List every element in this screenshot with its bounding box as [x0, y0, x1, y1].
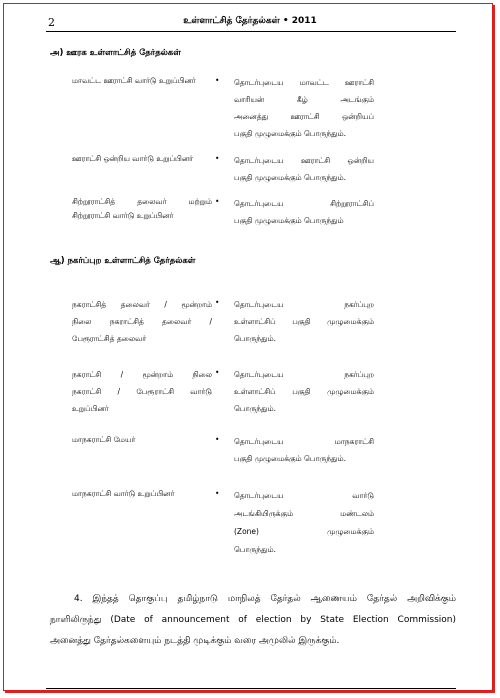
bullet: • [215, 154, 220, 163]
section-a-heading: அ) ஊரக உள்ளாட்சித் தேர்தல்கள் [50, 48, 181, 58]
row-right-text: தொடர்புடைய மாநகராட்சி பகுதி முழுமைக்கும் பொருந்தும். [234, 437, 374, 463]
section-b-heading: ஆ) நகர்ப்புற உள்ளாட்சித் தேர்தல்கள் [50, 256, 196, 266]
row-right-text: தொடர்புடைய நகர்ப்புற உள்ளாட்சிப் பகுதி முழுமைக்கும் பொருந்தும். [234, 300, 374, 343]
row-left-text: நகராட்சி / மூன்றாம் நிலை நகராட்சி / பேரூராட்சி வார்டு உறுப்பினர் [72, 370, 212, 413]
row-right-text: தொடர்புடைய ஊராட்சி ஒன்றிய பகுதி முழுமைக்கும் பொருந்தும். [234, 156, 374, 182]
bullet: • [215, 76, 220, 85]
paragraph-line-3: அனைத்து தேர்தல்களையும் நடத்தி முடிக்கும் வரை அமுலில் இருக்கும். [50, 636, 340, 646]
row-left-text: சிற்றூராட்சித் தலைவர் மற்றும் சிற்றூராட்சி வார்டு உறுப்பினர் [72, 197, 212, 220]
row-left-text: மாநகராட்சி வார்டு உறுப்பினர் [72, 489, 175, 498]
note-paragraph [50, 589, 456, 652]
header-rule [46, 31, 456, 32]
row-right-text: தொடர்புடைய நகர்ப்புற உள்ளாட்சிப் பகுதி முழுமைக்கும் பொருந்தும். [234, 370, 374, 413]
row-right-text: தொடர்புடைய மாவட்ட ஊராட்சி வாரியன் கீழ் அடங்கும் அனைத்து ஊராட்சி ஒன்றியப் பகுதி முழுமைக்கும் பொருந்தும். [234, 78, 374, 138]
row-left-text: நகராட்சித் தலைவர் / மூன்றாம் நிலை நகராட்சித் தலைவர் / பேரூராட்சித் தலைவர் [72, 300, 212, 343]
running-header-title: உள்ளாட்சித் தேர்தல்கள் • 2011 [183, 16, 317, 26]
row-right-text: தொடர்புடைய சிற்றூராட்சிப் பகுதி முழுமைக்கும் பொருந்தும் [234, 199, 374, 225]
bullet: • [215, 489, 220, 498]
row-left-text: ஊராட்சி ஒன்றிய வார்டு உறுப்பினர் [72, 154, 194, 163]
row-left-text: மாவட்ட ஊராட்சி வார்டு உறுப்பினர் [72, 76, 196, 85]
footer-rule [46, 688, 456, 689]
bullet: • [215, 435, 220, 444]
row-right-text: தொடர்புடைய வார்டு அடங்கியிருக்கும் மண்டலம் (Zone) முழுமைக்கும் பொருந்தும். [234, 491, 374, 554]
bullet: • [215, 197, 220, 206]
bullet: • [215, 368, 220, 377]
row-left-text: மாநகராட்சி மேயர் [72, 435, 136, 444]
paragraph-line-2: நாளிலிருந்து (Date of announcement of election by State Election Commission) [50, 615, 456, 625]
bullet: • [215, 298, 220, 307]
page-number: 2 [48, 16, 55, 29]
paragraph-line-1: 4. இந்தத் தொகுப்பு தமிழ்நாடு மாநிலத் தேர்தல் ஆணையம் தேர்தல் அறிவிக்கும் [74, 594, 456, 604]
